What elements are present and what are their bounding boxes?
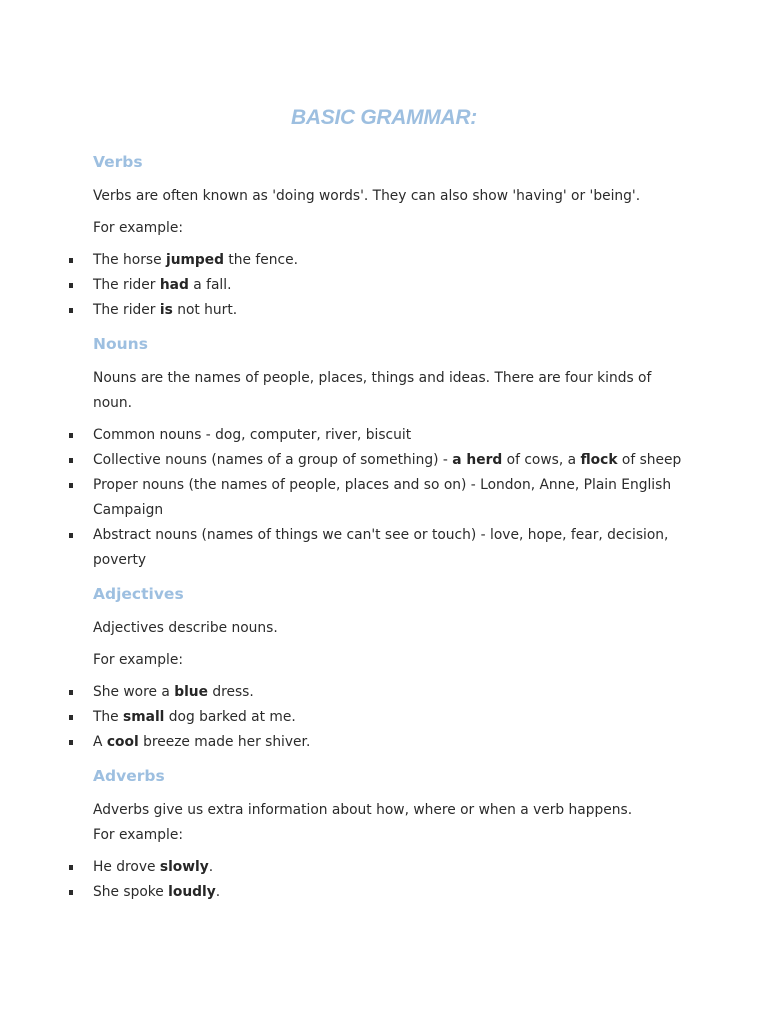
example-label-verbs: For example: <box>93 220 183 236</box>
section-intro-verbs: Verbs are often known as 'doing words'. They can also show 'having' or 'being'. <box>93 188 641 204</box>
bullet-icon <box>69 890 73 895</box>
example-list-adjectives <box>93 680 683 755</box>
section-nouns <box>93 332 683 573</box>
bullet-icon <box>69 433 73 438</box>
page-title: BASIC GRAMMAR: <box>291 106 477 129</box>
list-item: The small dog barked at me. <box>93 705 683 730</box>
section-heading-adverbs: Adverbs <box>93 767 165 785</box>
bullet-icon <box>69 865 73 870</box>
list-item: Proper nouns (the names of people, places and so on) - London, Anne, Plain English Campaign <box>93 473 683 523</box>
example-label-adverbs: For example: <box>93 827 183 843</box>
list-item: Common nouns - dog, computer, river, biscuit <box>93 423 683 448</box>
list-item: Abstract nouns (names of things we can't see or touch) - love, hope, fear, decision, poverty <box>93 523 683 573</box>
list-item: The rider is not hurt. <box>93 298 683 323</box>
example-list-verbs <box>93 248 683 323</box>
bullet-icon <box>69 308 73 313</box>
bullet-icon <box>69 740 73 745</box>
document-body <box>93 150 683 905</box>
section-intro-adjectives: Adjectives describe nouns. <box>93 620 278 636</box>
example-label-adjectives: For example: <box>93 652 183 668</box>
list-item: Collective nouns (names of a group of something) - a herd of cows, a flock of sheep <box>93 448 683 473</box>
list-item: The horse jumped the fence. <box>93 248 683 273</box>
section-heading-verbs: Verbs <box>93 153 143 171</box>
list-item: She wore a blue dress. <box>93 680 683 705</box>
bullet-icon <box>69 258 73 263</box>
section-intro-adverbs: Adverbs give us extra information about how, where or when a verb happens. <box>93 802 633 818</box>
list-item: He drove slowly. <box>93 855 683 880</box>
section-heading-nouns: Nouns <box>93 335 148 353</box>
list-item: A cool breeze made her shiver. <box>93 730 683 755</box>
section-heading-adjectives: Adjectives <box>93 585 184 603</box>
section-adverbs <box>93 764 683 905</box>
bullet-icon <box>69 283 73 288</box>
bullet-icon <box>69 715 73 720</box>
bullet-icon <box>69 690 73 695</box>
section-adjectives <box>93 582 683 755</box>
bullet-icon <box>69 533 73 538</box>
bullet-icon <box>69 458 73 463</box>
example-list-adverbs <box>93 855 683 905</box>
section-intro-nouns: Nouns are the names of people, places, things and ideas. There are four kinds of noun. <box>93 370 652 411</box>
bullet-icon <box>69 483 73 488</box>
list-item: The rider had a fall. <box>93 273 683 298</box>
example-list-nouns <box>93 423 683 573</box>
list-item: She spoke loudly. <box>93 880 683 905</box>
section-verbs <box>93 150 683 323</box>
